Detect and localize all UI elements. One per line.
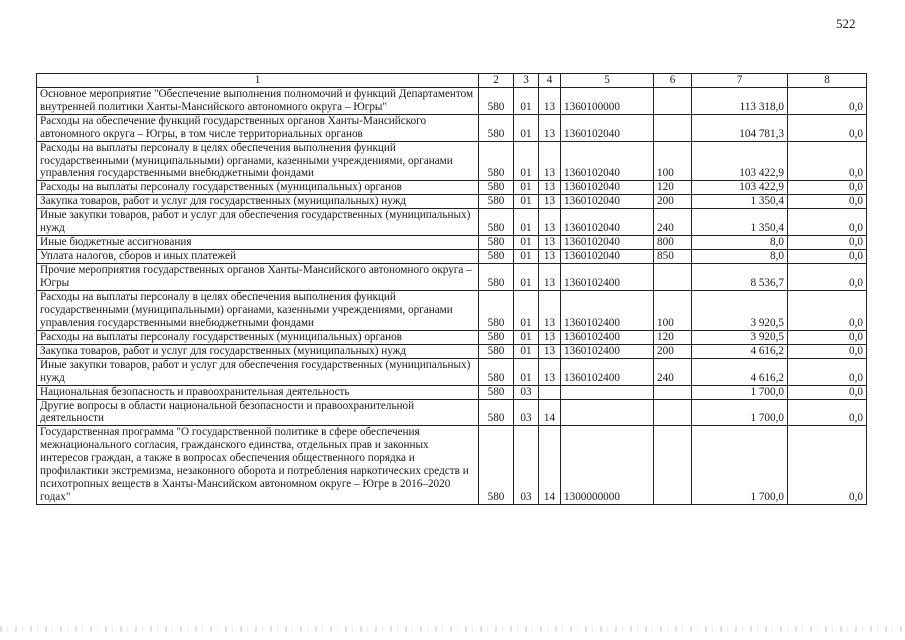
row-name: Государственная программа "О государственной политике в сфере обеспечения межнационального согласия, гражданского единства, отдельных прав и законных интересов граждан, а также в вопросах обеспечения общественного порядка и профилактики экстремизма, незаконного оборота и потребления наркотических средств и психотропных веществ в Ханты-Мансийском автономном округе – Югре в 2016–2020 годах" (37, 426, 479, 504)
cell-subsection: 13 (539, 88, 561, 115)
cell-section: 01 (514, 141, 539, 181)
cell-amount: 8,0 (692, 250, 788, 264)
cell-ministry-code: 580 (479, 426, 514, 504)
cell-ministry-code: 580 (479, 209, 514, 236)
cell-amount: 1 700,0 (692, 399, 788, 426)
cell-amount-secondary: 0,0 (788, 330, 867, 344)
cell-amount: 3 920,5 (692, 290, 788, 330)
cell-section: 01 (514, 344, 539, 358)
cell-expense-type (654, 114, 692, 141)
table-row (37, 114, 867, 141)
cell-ministry-code: 580 (479, 236, 514, 250)
table-row (37, 358, 867, 385)
cell-target-article: 1360102400 (561, 358, 654, 385)
cell-subsection: 13 (539, 264, 561, 291)
cell-expense-type (654, 426, 692, 504)
cell-expense-type: 850 (654, 250, 692, 264)
cell-section: 01 (514, 264, 539, 291)
cell-ministry-code: 580 (479, 114, 514, 141)
column-header: 3 (514, 74, 539, 88)
column-header: 2 (479, 74, 514, 88)
cell-subsection: 13 (539, 330, 561, 344)
column-header: 8 (788, 74, 867, 88)
table-row (37, 330, 867, 344)
cell-amount-secondary: 0,0 (788, 264, 867, 291)
cell-expense-type: 240 (654, 209, 692, 236)
cell-subsection: 13 (539, 290, 561, 330)
column-header: 1 (37, 74, 479, 88)
cell-expense-type: 200 (654, 344, 692, 358)
cell-amount-secondary: 0,0 (788, 385, 867, 399)
cell-section: 01 (514, 250, 539, 264)
cell-amount-secondary: 0,0 (788, 399, 867, 426)
cell-target-article: 1360102400 (561, 330, 654, 344)
cell-ministry-code: 580 (479, 250, 514, 264)
cell-amount: 103 422,9 (692, 181, 788, 195)
cell-section: 03 (514, 426, 539, 504)
cell-amount-secondary: 0,0 (788, 344, 867, 358)
table-row (37, 426, 867, 504)
cell-section: 01 (514, 88, 539, 115)
cell-target-article (561, 385, 654, 399)
cell-target-article: 1360102040 (561, 181, 654, 195)
cell-amount: 1 350,4 (692, 195, 788, 209)
budget-table (36, 73, 867, 505)
cell-subsection: 13 (539, 250, 561, 264)
cell-target-article: 1360102040 (561, 236, 654, 250)
row-name: Прочие мероприятия государственных органов Ханты-Мансийского автономного округа – Югры (37, 264, 479, 291)
cell-subsection (539, 385, 561, 399)
cell-target-article: 1360100000 (561, 88, 654, 115)
row-name: Иные закупки товаров, работ и услуг для обеспечения государственных (муниципальных) нужд (37, 358, 479, 385)
cell-amount-secondary: 0,0 (788, 236, 867, 250)
cell-amount-secondary: 0,0 (788, 181, 867, 195)
cell-amount: 4 616,2 (692, 358, 788, 385)
cell-ministry-code: 580 (479, 195, 514, 209)
header-row (37, 74, 867, 88)
cell-ministry-code: 580 (479, 399, 514, 426)
cell-amount-secondary: 0,0 (788, 195, 867, 209)
table-row (37, 385, 867, 399)
scan-artifact-line (0, 626, 905, 632)
cell-subsection: 13 (539, 209, 561, 236)
row-name: Основное мероприятие "Обеспечение выполнения полномочий и функций Департаментом внутренней политики Ханты-Мансийского автономного округа – Югры" (37, 88, 479, 115)
row-name: Расходы на обеспечение функций государственных органов Ханты-Мансийского автономного округа – Югры, в том числе территориальных органов (37, 114, 479, 141)
cell-target-article: 1360102400 (561, 264, 654, 291)
cell-amount: 1 350,4 (692, 209, 788, 236)
cell-section: 01 (514, 195, 539, 209)
table-row (37, 236, 867, 250)
cell-expense-type: 100 (654, 290, 692, 330)
cell-ministry-code: 580 (479, 181, 514, 195)
column-header: 7 (692, 74, 788, 88)
cell-subsection: 14 (539, 426, 561, 504)
cell-subsection: 13 (539, 236, 561, 250)
cell-section: 01 (514, 209, 539, 236)
cell-expense-type (654, 385, 692, 399)
row-name: Другие вопросы в области национальной безопасности и правоохранительной деятельности (37, 399, 479, 426)
table-row (37, 209, 867, 236)
cell-ministry-code: 580 (479, 264, 514, 291)
cell-target-article: 1360102400 (561, 344, 654, 358)
cell-section: 01 (514, 290, 539, 330)
table-row (37, 88, 867, 115)
cell-expense-type: 800 (654, 236, 692, 250)
table-row (37, 141, 867, 181)
row-name: Закупка товаров, работ и услуг для государственных (муниципальных) нужд (37, 195, 479, 209)
row-name: Расходы на выплаты персоналу государственных (муниципальных) органов (37, 181, 479, 195)
cell-ministry-code: 580 (479, 344, 514, 358)
cell-target-article: 1360102040 (561, 114, 654, 141)
cell-section: 01 (514, 236, 539, 250)
cell-amount: 103 422,9 (692, 141, 788, 181)
cell-ministry-code: 580 (479, 385, 514, 399)
page-number: 522 (836, 16, 856, 31)
cell-target-article: 1360102040 (561, 141, 654, 181)
cell-expense-type: 120 (654, 181, 692, 195)
cell-expense-type (654, 399, 692, 426)
cell-ministry-code: 580 (479, 141, 514, 181)
cell-section: 01 (514, 181, 539, 195)
column-header: 5 (561, 74, 654, 88)
cell-amount-secondary: 0,0 (788, 114, 867, 141)
table-row (37, 264, 867, 291)
cell-subsection: 13 (539, 181, 561, 195)
cell-amount-secondary: 0,0 (788, 250, 867, 264)
cell-ministry-code: 580 (479, 330, 514, 344)
cell-amount: 104 781,3 (692, 114, 788, 141)
row-name: Расходы на выплаты персоналу в целях обеспечения выполнения функций государственными (муниципальными) органами, казенными учреждениями, органами управления государственными внебюджетными фондами (37, 141, 479, 181)
cell-target-article: 1360102040 (561, 195, 654, 209)
cell-expense-type: 240 (654, 358, 692, 385)
row-name: Расходы на выплаты персоналу в целях обеспечения выполнения функций государственными (муниципальными) органами, казенными учреждениями, органами управления государственными внебюджетными фондами (37, 290, 479, 330)
table-body (37, 88, 867, 505)
cell-section: 01 (514, 358, 539, 385)
cell-amount: 8 536,7 (692, 264, 788, 291)
cell-target-article: 1360102040 (561, 209, 654, 236)
cell-target-article: 1360102400 (561, 290, 654, 330)
column-header: 4 (539, 74, 561, 88)
row-name: Иные бюджетные ассигнования (37, 236, 479, 250)
cell-ministry-code: 580 (479, 290, 514, 330)
cell-amount: 113 318,0 (692, 88, 788, 115)
cell-expense-type: 120 (654, 330, 692, 344)
table-row (37, 195, 867, 209)
cell-subsection: 13 (539, 358, 561, 385)
cell-amount-secondary: 0,0 (788, 141, 867, 181)
cell-expense-type: 100 (654, 141, 692, 181)
cell-expense-type: 200 (654, 195, 692, 209)
cell-amount-secondary: 0,0 (788, 209, 867, 236)
table-row (37, 181, 867, 195)
cell-section: 03 (514, 385, 539, 399)
cell-amount-secondary: 0,0 (788, 88, 867, 115)
cell-ministry-code: 580 (479, 88, 514, 115)
table-row (37, 250, 867, 264)
cell-section: 01 (514, 114, 539, 141)
table-row (37, 344, 867, 358)
row-name: Иные закупки товаров, работ и услуг для обеспечения государственных (муниципальных) нужд (37, 209, 479, 236)
cell-expense-type (654, 88, 692, 115)
cell-section: 03 (514, 399, 539, 426)
cell-amount: 3 920,5 (692, 330, 788, 344)
row-name: Уплата налогов, сборов и иных платежей (37, 250, 479, 264)
cell-amount-secondary: 0,0 (788, 426, 867, 504)
cell-amount-secondary: 0,0 (788, 290, 867, 330)
row-name: Закупка товаров, работ и услуг для государственных (муниципальных) нужд (37, 344, 479, 358)
cell-target-article (561, 399, 654, 426)
cell-amount-secondary: 0,0 (788, 358, 867, 385)
cell-target-article: 1300000000 (561, 426, 654, 504)
cell-amount: 1 700,0 (692, 385, 788, 399)
row-name: Расходы на выплаты персоналу государственных (муниципальных) органов (37, 330, 479, 344)
cell-amount: 8,0 (692, 236, 788, 250)
cell-subsection: 13 (539, 141, 561, 181)
cell-subsection: 14 (539, 399, 561, 426)
cell-expense-type (654, 264, 692, 291)
cell-target-article: 1360102040 (561, 250, 654, 264)
cell-ministry-code: 580 (479, 358, 514, 385)
column-header: 6 (654, 74, 692, 88)
table-row (37, 399, 867, 426)
table-row (37, 290, 867, 330)
cell-amount: 4 616,2 (692, 344, 788, 358)
cell-subsection: 13 (539, 344, 561, 358)
cell-subsection: 13 (539, 114, 561, 141)
cell-section: 01 (514, 330, 539, 344)
row-name: Национальная безопасность и правоохранительная деятельность (37, 385, 479, 399)
cell-amount: 1 700,0 (692, 426, 788, 504)
cell-subsection: 13 (539, 195, 561, 209)
